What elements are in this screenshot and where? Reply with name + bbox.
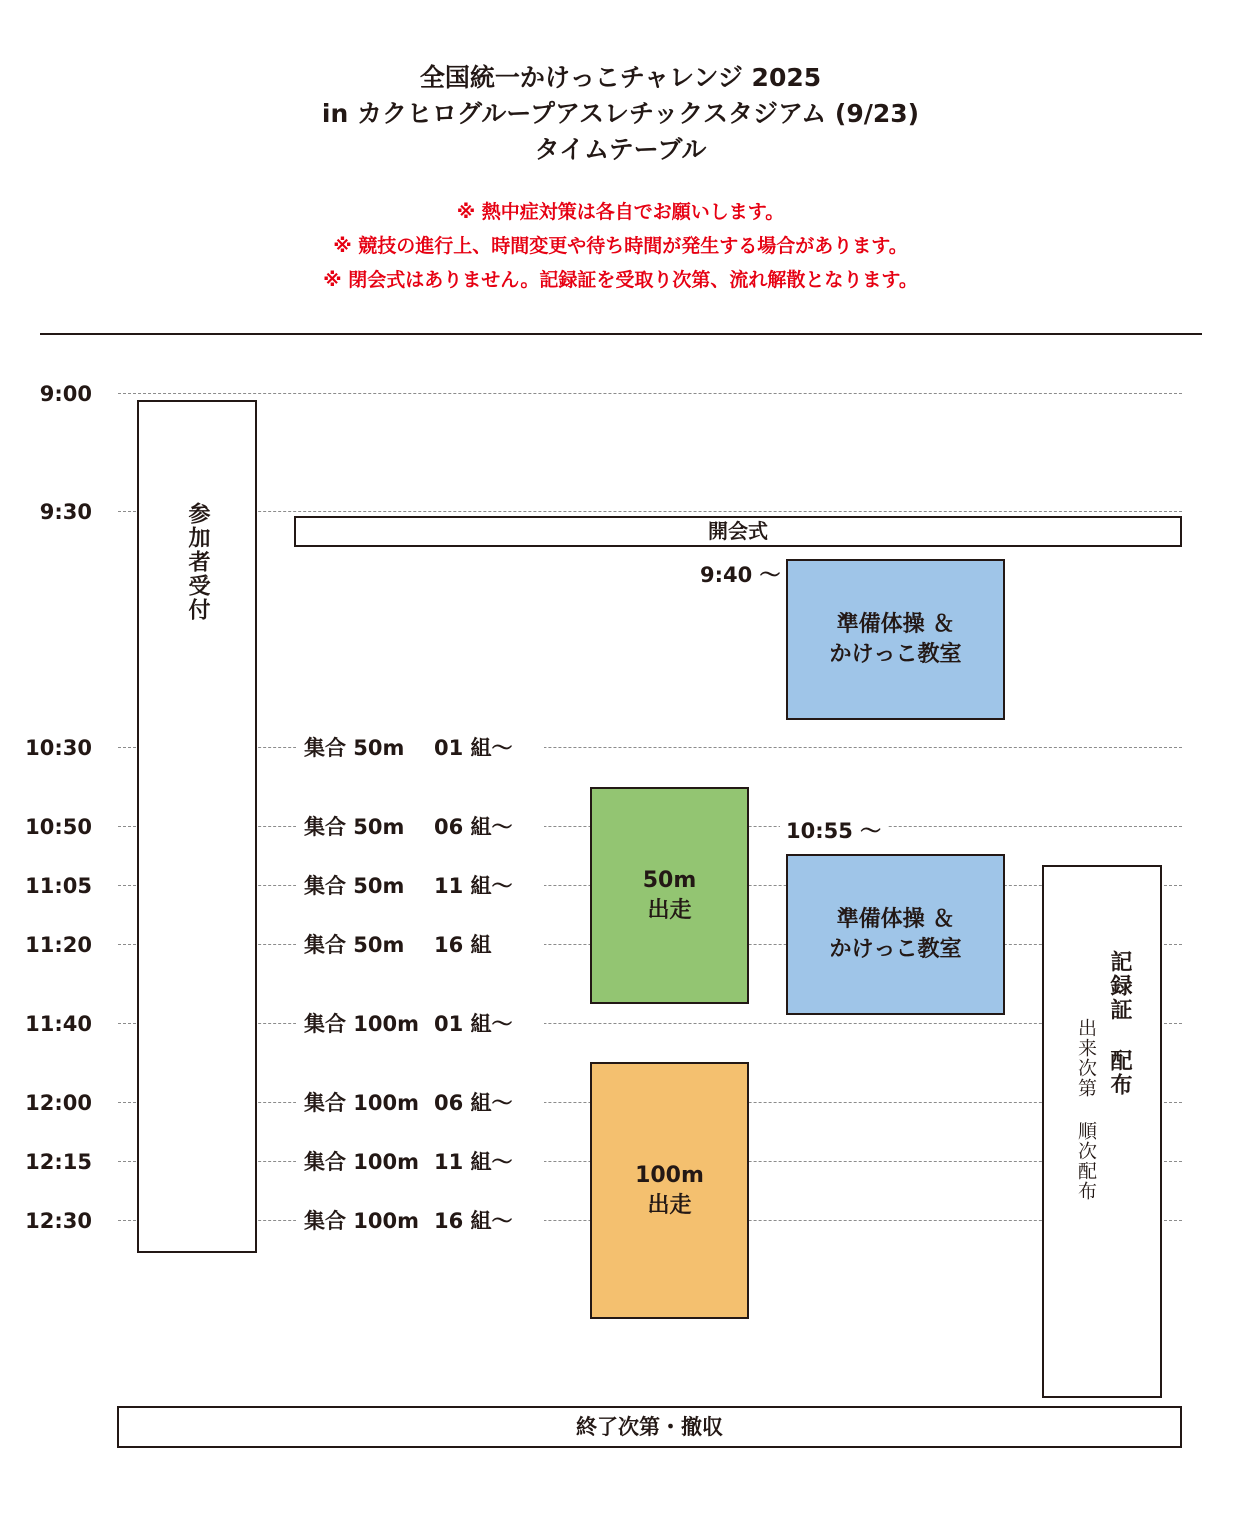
page-title — [0, 60, 1241, 168]
warmup-1-line-1: 準備体操 ＆ — [836, 611, 955, 637]
certificate-subtitle: 出来次第 順次配布 — [1075, 1018, 1097, 1201]
end-block — [117, 1406, 1182, 1448]
grid-line — [118, 393, 1182, 394]
time-label: 9:30 — [39, 500, 92, 524]
warmup-2-line-1: 準備体操 ＆ — [836, 906, 955, 932]
assembly-row — [296, 1090, 544, 1116]
note-2: ※ 競技の進行上、時間変更や待ち時間が発生する場合があります。 — [333, 235, 908, 257]
run-100m-line-1: 100m — [635, 1162, 704, 1188]
warmup-1-start-time: 9:40 〜 — [694, 562, 787, 588]
title-line-2: in カクヒログループアスレチックスタジアム (9/23) — [321, 99, 920, 128]
time-label: 10:50 — [25, 815, 92, 839]
end-label: 終了次第・撤収 — [576, 1415, 723, 1439]
assembly-row — [296, 735, 544, 761]
title-line-1: 全国統一かけっこチャレンジ 2025 — [419, 63, 822, 92]
assembly-group: 06 組〜 — [434, 815, 513, 839]
certificate-block — [1042, 865, 1162, 1398]
grid-line — [118, 511, 1182, 512]
header-divider — [40, 333, 1202, 335]
assembly-row — [296, 814, 544, 840]
assembly-label: 集合 50m — [304, 933, 405, 957]
assembly-group: 16 組 — [434, 933, 492, 957]
assembly-label: 集合 50m — [304, 815, 405, 839]
assembly-row — [296, 1149, 544, 1175]
run-50m-line-1: 50m — [642, 867, 697, 893]
assembly-label: 集合 100m — [304, 1012, 420, 1036]
note-1: ※ 熱中症対策は各自でお願いします。 — [456, 201, 785, 223]
title-line-3: タイムテーブル — [534, 135, 707, 164]
time-label: 11:20 — [25, 933, 92, 957]
assembly-label: 集合 100m — [304, 1091, 420, 1115]
time-label: 12:00 — [25, 1091, 92, 1115]
grid-line — [118, 747, 1182, 748]
warmup-1-block — [786, 559, 1005, 720]
assembly-row — [296, 1011, 544, 1037]
run-50m-line-2: 出走 — [647, 897, 692, 923]
note-3: ※ 閉会式はありません。記録証を受取り次第、流れ解散となります。 — [323, 269, 918, 291]
run-50m-block — [590, 787, 749, 1004]
run-100m-line-2: 出走 — [647, 1192, 692, 1218]
assembly-group: 01 組〜 — [434, 1012, 513, 1036]
time-label: 9:00 — [39, 382, 92, 406]
time-label: 12:15 — [25, 1150, 92, 1174]
opening-ceremony-block — [294, 516, 1182, 547]
assembly-group: 01 組〜 — [434, 736, 513, 760]
assembly-group: 06 組〜 — [434, 1091, 513, 1115]
assembly-label: 集合 100m — [304, 1150, 420, 1174]
warmup-2-line-2: かけっこ教室 — [829, 936, 962, 962]
assembly-row — [296, 873, 544, 899]
grid-line — [118, 1023, 1182, 1024]
reception-block — [137, 400, 257, 1253]
warmup-2-start-time: 10:55 〜 — [780, 818, 887, 844]
run-100m-block — [590, 1062, 749, 1319]
assembly-group: 11 組〜 — [434, 1150, 513, 1174]
assembly-group: 16 組〜 — [434, 1209, 513, 1233]
reception-label: 参加者受付 — [185, 502, 210, 622]
time-label: 11:05 — [25, 874, 92, 898]
warmup-1-line-2: かけっこ教室 — [829, 641, 962, 667]
certificate-title: 記録証 配布 — [1107, 950, 1132, 1097]
assembly-row — [296, 932, 544, 958]
notes — [0, 195, 1241, 297]
warmup-2-block — [786, 854, 1005, 1015]
time-label: 11:40 — [25, 1012, 92, 1036]
time-label: 12:30 — [25, 1209, 92, 1233]
assembly-label: 集合 50m — [304, 874, 405, 898]
time-label: 10:30 — [25, 736, 92, 760]
opening-ceremony-label: 開会式 — [708, 519, 768, 543]
assembly-label: 集合 50m — [304, 736, 405, 760]
assembly-group: 11 組〜 — [434, 874, 513, 898]
assembly-row — [296, 1208, 544, 1234]
assembly-label: 集合 100m — [304, 1209, 420, 1233]
